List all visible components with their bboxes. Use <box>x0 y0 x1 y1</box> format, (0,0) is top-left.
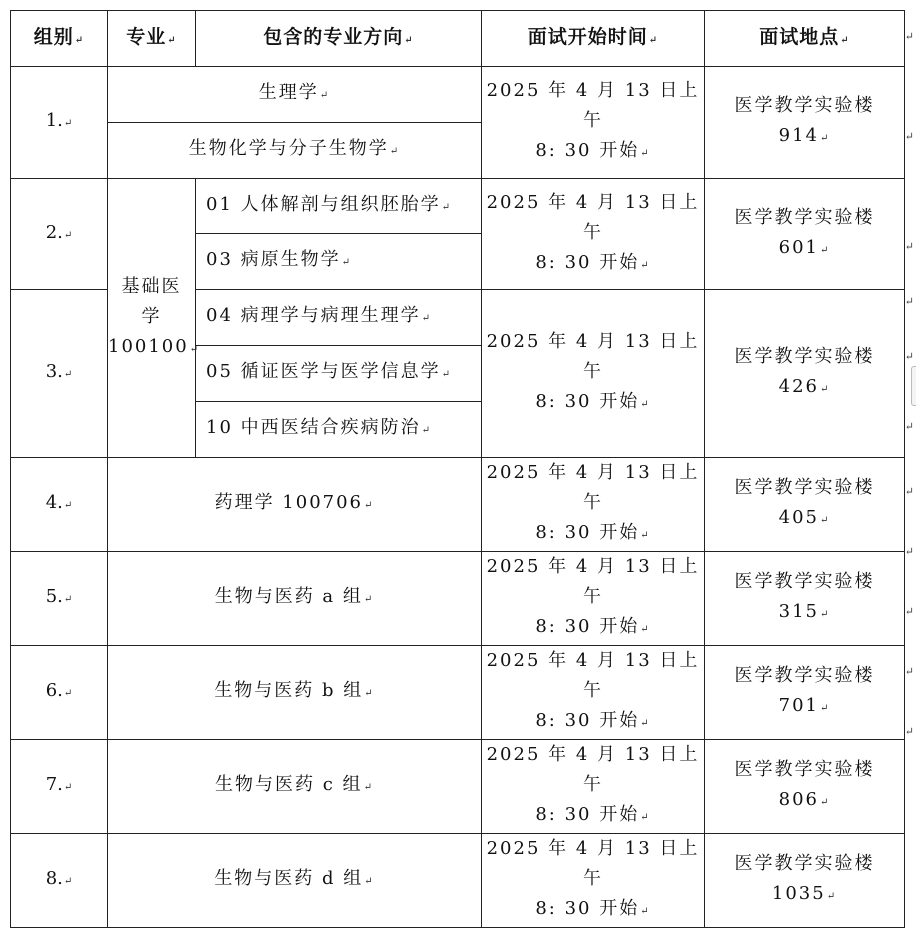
paragraph-mark: ↵ <box>904 665 914 678</box>
location-cell: 医学教学实验楼 914↵ <box>705 67 905 179</box>
major-cell: 生物与医药 c 组↵ <box>108 740 482 834</box>
paragraph-mark: ↵ <box>904 485 914 498</box>
location-cell: 医学教学实验楼 1035↵ <box>705 834 905 928</box>
table-row <box>11 458 905 552</box>
location-cell: 医学教学实验楼 806↵ <box>705 740 905 834</box>
paragraph-mark: ↵ <box>904 295 914 308</box>
time-cell: 2025 年 4 月 13 日上午 8: 30 开始↵ <box>482 290 705 458</box>
time-cell: 2025 年 4 月 13 日上午 8: 30 开始↵ <box>482 740 705 834</box>
table-row <box>11 740 905 834</box>
header-group: 组别↵ <box>11 11 108 67</box>
group-cell: 8.↵ <box>11 834 108 928</box>
major-cell: 基础医 学 100100↵ <box>108 179 196 458</box>
direction-cell: 生理学↵ <box>108 67 482 123</box>
location-cell: 医学教学实验楼 601↵ <box>705 179 905 290</box>
group-cell: 6.↵ <box>11 646 108 740</box>
table-row <box>11 834 905 928</box>
time-cell: 2025 年 4 月 13 日上午 8: 30 开始↵ <box>482 67 705 179</box>
direction-cell: 04 病理学与病理生理学↵ <box>196 290 482 346</box>
major-cell: 生物与医药 a 组↵ <box>108 552 482 646</box>
group-cell: 4.↵ <box>11 458 108 552</box>
direction-cell: 01 人体解剖与组织胚胎学↵ <box>196 179 482 234</box>
major-cell: 生物与医药 d 组↵ <box>108 834 482 928</box>
direction-cell: 生物化学与分子生物学↵ <box>108 123 482 179</box>
location-cell: 医学教学实验楼 426↵ <box>705 290 905 458</box>
table-row <box>11 552 905 646</box>
time-cell: 2025 年 4 月 13 日上午 8: 30 开始↵ <box>482 179 705 290</box>
direction-cell: 03 病原生物学↵ <box>196 234 482 290</box>
side-scroll-handle[interactable] <box>911 366 916 406</box>
location-cell: 医学教学实验楼 701↵ <box>705 646 905 740</box>
paragraph-mark: ↵ <box>904 605 914 618</box>
major-cell: 药理学 100706↵ <box>108 458 482 552</box>
group-cell: 7.↵ <box>11 740 108 834</box>
time-cell: 2025 年 4 月 13 日上午 8: 30 开始↵ <box>482 834 705 928</box>
location-cell: 医学教学实验楼 405↵ <box>705 458 905 552</box>
paragraph-mark: ↵ <box>904 350 914 363</box>
location-cell: 医学教学实验楼 315↵ <box>705 552 905 646</box>
paragraph-mark: ↵ <box>904 725 914 738</box>
header-row <box>11 11 905 67</box>
table-row <box>11 179 905 234</box>
group-cell: 5.↵ <box>11 552 108 646</box>
table-row <box>11 646 905 740</box>
header-directions: 包含的专业方向↵ <box>196 11 482 67</box>
header-major: 专业↵ <box>108 11 196 67</box>
time-cell: 2025 年 4 月 13 日上午 8: 30 开始↵ <box>482 552 705 646</box>
paragraph-mark: ↵ <box>904 130 914 143</box>
paragraph-mark: ↵ <box>904 240 914 253</box>
group-cell: 2.↵ <box>11 179 108 290</box>
header-time: 面试开始时间↵ <box>482 11 705 67</box>
time-cell: 2025 年 4 月 13 日上午 8: 30 开始↵ <box>482 646 705 740</box>
group-cell: 1.↵ <box>11 67 108 179</box>
paragraph-mark: ↵ <box>904 545 914 558</box>
paragraph-mark: ↵ <box>904 30 914 43</box>
major-cell: 生物与医药 b 组↵ <box>108 646 482 740</box>
header-location: 面试地点↵ <box>705 11 905 67</box>
table-row <box>11 67 905 123</box>
direction-cell: 05 循证医学与医学信息学↵ <box>196 346 482 402</box>
time-cell: 2025 年 4 月 13 日上午 8: 30 开始↵ <box>482 458 705 552</box>
paragraph-mark: ↵ <box>904 420 914 433</box>
interview-schedule-table <box>10 10 905 928</box>
direction-cell: 10 中西医结合疾病防治↵ <box>196 402 482 458</box>
group-cell: 3.↵ <box>11 290 108 458</box>
